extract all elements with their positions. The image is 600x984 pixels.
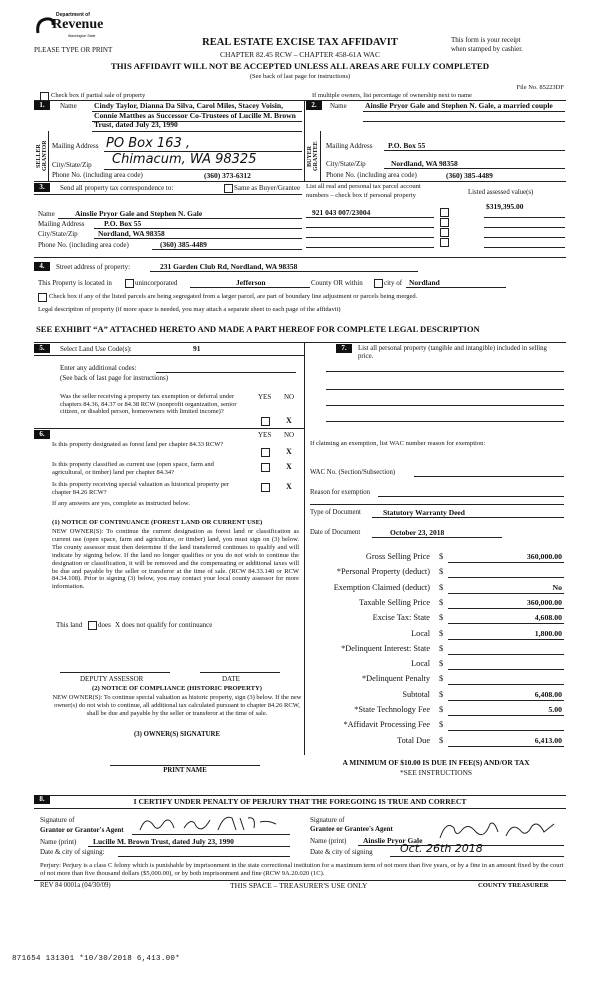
parcel-header-2: numbers – check box if personal property — [306, 192, 416, 199]
tax-row-label: *Delinquent Penalty — [362, 674, 430, 684]
buyer-name-label: Name — [330, 102, 347, 110]
tax-row — [306, 736, 566, 748]
buyer-phone: (360) 385-4489 — [446, 171, 493, 180]
tax-row-label: *Affidavit Processing Fee — [343, 720, 430, 730]
this-land-label: This land — [56, 621, 83, 629]
seller-mailing-label: Mailing Address — [52, 142, 99, 150]
perjury-statement — [40, 862, 566, 878]
yes-header-5: YES — [258, 393, 272, 401]
historic-question: Is this property receiving special valuation as historical property per chapter 84.26 RCW? — [52, 481, 230, 496]
tax-row-underline — [448, 562, 564, 563]
tax-row-label: Taxable Selling Price — [359, 597, 430, 607]
tax-row-underline — [448, 684, 564, 685]
tax-row — [306, 613, 566, 625]
land-use-label: Select Land Use Code(s): — [60, 345, 132, 353]
tax-row-label: Local — [411, 628, 430, 638]
tax-row — [306, 674, 566, 686]
tax-row-label: Local — [411, 659, 430, 669]
does-not-label: X does not qualify for continuance — [115, 621, 213, 629]
tax-row — [306, 583, 566, 595]
city-of-value: Nordland — [409, 278, 440, 287]
receipt-note-1: This form is your receipt — [451, 36, 521, 44]
receipt-line: 871654 131301 *10/30/2018 6,413.00* — [12, 955, 181, 963]
seller-city: Chimacum, WA 98325 — [112, 152, 257, 167]
minimum-fee-note: A MINIMUM OF $10.00 IS DUE IN FEE(S) AND/OR TAX — [342, 758, 530, 767]
tax-row — [306, 567, 566, 579]
same-as-buyer-checkbox[interactable] — [224, 184, 233, 193]
partial-sale-label: Check box if partial sale of property — [51, 92, 146, 99]
segregated-checkbox[interactable] — [38, 293, 47, 302]
file-number: File No. 85223DF — [516, 84, 564, 91]
see-instructions-note: *SEE INSTRUCTIONS — [399, 768, 473, 777]
buyer-phone-label: Phone No. (including area code) — [326, 171, 417, 179]
located-label: This Property is located in — [38, 279, 112, 287]
tax-row-underline — [448, 593, 564, 594]
assessed-value: $319,395.00 — [486, 202, 524, 211]
doc-date-value: October 23, 2018 — [390, 528, 445, 537]
tax-row-label: *Delinquent Interest: State — [341, 643, 430, 653]
no-header-5: NO — [284, 393, 295, 401]
parcel-personal-checkbox-1[interactable] — [440, 208, 449, 217]
date-label-6: DATE — [222, 675, 240, 683]
tax-row — [306, 629, 566, 641]
grantee-sig-label: Signature of — [310, 816, 345, 824]
seller-phone-label: Phone No. (including area code) — [52, 171, 143, 179]
section-7-number: 7. — [336, 344, 352, 353]
correspondence-mailing-label: Mailing Address — [38, 220, 85, 228]
tax-row-value: 4,608.00 — [534, 613, 562, 623]
section-3-number: 3. — [34, 183, 50, 192]
county-treasurer-label: COUNTY TREASURER — [478, 882, 549, 889]
buyer-city: Nordland, WA 98358 — [391, 159, 458, 168]
tax-row — [306, 552, 566, 564]
grantee-signature-scribble-icon — [436, 818, 566, 842]
correspondence-phone-label: Phone No. (including area code) — [38, 241, 129, 249]
reason-label: Reason for exemption — [310, 489, 371, 496]
buyer-city-label: City/State/Zip — [326, 160, 366, 168]
tax-row-underline — [448, 623, 564, 624]
doc-type-label: Type of Document — [310, 509, 361, 516]
perjury-text: Perjury: Perjury is a class C felony which is punishable by imprisonment in the state correctional institution for a maximum term of not more than five years, or by a fine in an amount fixed by the court of not more than five thousand dollars ($5,000.00), or by both imprisonment and fine (RCW 9A.20.020 (1C). — [40, 862, 564, 877]
certify-statement: I CERTIFY UNDER PENALTY OF PERJURY THAT THE FOREGOING IS TRUE AND CORRECT — [133, 797, 467, 806]
county-label: County OR within — [311, 279, 363, 287]
tax-row-value: 360,000.00 — [526, 597, 562, 607]
city-of-checkbox[interactable] — [374, 279, 383, 288]
historic-no-mark: X — [286, 482, 292, 491]
tax-row-underline — [448, 639, 564, 640]
legal-description-label: Legal description of property (if more space is needed, you may attach a separate sheet to each page of the affidavit) — [38, 306, 341, 313]
notice-2-title: (2) NOTICE OF COMPLIANCE (HISTORIC PROPERTY) — [92, 685, 262, 692]
parcel-header-1: List all real and personal tax parcel account — [306, 183, 421, 190]
grantor-name-label: Name (print) — [40, 838, 77, 846]
tax-row-value: 6,413.00 — [534, 735, 562, 745]
current-use-yes-checkbox[interactable] — [261, 463, 270, 472]
tax-row-underline — [448, 715, 564, 716]
grantor-signature — [136, 812, 286, 836]
parcel-personal-checkbox-3[interactable] — [440, 228, 449, 237]
grantee-date-value: Oct. 26th 2018 — [400, 842, 483, 855]
forest-no-mark: X — [286, 447, 292, 456]
tax-row — [306, 690, 566, 702]
correspondence-name-label: Name — [38, 210, 55, 218]
tax-row-dollar: $ — [439, 720, 444, 730]
tax-row-underline — [448, 669, 564, 670]
personal-property-label: List all personal property (tangible and intangible) included in selling price. — [358, 345, 547, 360]
no-header-6: NO — [284, 431, 295, 439]
tax-row-dollar: $ — [439, 613, 444, 623]
additional-codes-label: Enter any additional codes: — [60, 364, 137, 372]
tax-row — [306, 644, 566, 656]
treasurer-use-only: THIS SPACE – TREASURER'S USE ONLY — [230, 881, 368, 890]
section-1-number: 1. — [34, 101, 50, 110]
correspondence-city-label: City/State/Zip — [38, 230, 78, 238]
exemption-yes-checkbox[interactable] — [261, 417, 270, 426]
tax-row-underline — [448, 608, 564, 609]
tax-row-dollar: $ — [439, 567, 444, 577]
buyer-side-label: BUYER GRANTEE — [307, 141, 319, 171]
doc-date-label: Date of Document — [310, 529, 361, 536]
assessed-header: Listed assessed value(s) — [468, 189, 534, 196]
notice-1-title: (1) NOTICE OF CONTINUANCE (FOREST LAND OR CURRENT USE) — [52, 519, 263, 526]
segregated-label: Check box if any of the listed parcels are being segregated from a larger parcel, are part of boundary line adjustment or parcels being merged. — [49, 293, 418, 300]
wac-label: WAC No. (Section/Subsection) — [310, 469, 396, 476]
exemption-no-mark: X — [286, 416, 292, 425]
tax-row-label: Excise Tax: State — [372, 613, 430, 623]
seller-city-label: City/State/Zip — [52, 161, 92, 169]
section-8-number: 8. — [34, 795, 50, 804]
tax-row-dollar: $ — [439, 643, 444, 653]
dept-state: Washington State — [68, 34, 96, 38]
tax-row-dollar: $ — [439, 689, 444, 699]
grantee-name-label: Name (print) — [310, 837, 347, 845]
grantor-sig-label: Signature of — [40, 816, 75, 824]
tax-row-dollar: $ — [439, 597, 444, 607]
tax-row-dollar: $ — [439, 735, 444, 745]
yes-header-6: YES — [258, 431, 272, 439]
exemption-claim-label: If claiming an exemption, list WAC number reason for exemption: — [310, 440, 486, 447]
parcel-personal-checkbox-4[interactable] — [440, 238, 449, 247]
seller-name: Cindy Taylor, Dianna Da Silva, Carol Miles, Stacey Voisin, Connie Matthes as Successor Co-Trustees of Lucille M. Brown Trust, dated July 23, 1990 — [94, 101, 296, 130]
correspondence-city: Nordland, WA 98358 — [98, 229, 165, 238]
grantee-name: Ainslie Pryor Gale — [363, 836, 423, 845]
tax-row-dollar: $ — [439, 705, 444, 714]
multiple-owners-note: If multiple owners, list percentage of ownership next to name — [312, 92, 472, 99]
current-use-question: Is this property classified as current use (open space, farm and agricultural, or timber) land per chapter 84.34? — [52, 461, 214, 476]
dor-logo — [34, 12, 104, 42]
notice-1-body: NEW OWNER(S): To continue the current designation as forest land or classification as current use (open space, farm and agriculture, or timber) land, you must sign on (3) below. The county assessor must then determine if the land transferred continues to qualify and will indicate by signing below. If the land no longer qualifies or you do not wish to continue the designation or classification, it will be removed and the compensating or additional taxes will be due and payable by the seller or transferor at the time of sale. (RCW 84.33.140 or RCW 84.34.108). Prior to signing (3) below, you may contact your local county assessor for more information. — [52, 528, 299, 591]
correspondence-mailing: P.O. Box 55 — [104, 219, 142, 228]
seller-side-label: SELLER GRANTOR — [36, 140, 48, 172]
tax-row-underline — [448, 700, 564, 701]
city-of-label: city of — [384, 279, 403, 287]
doc-type-value: Statutory Warranty Deed — [383, 508, 465, 517]
tax-row-label: *State Technology Fee — [354, 705, 430, 714]
forest-yes-checkbox[interactable] — [261, 448, 270, 457]
tax-row-value: 1,800.00 — [534, 628, 562, 638]
correspondence-phone: (360) 385-4489 — [160, 240, 207, 249]
exemption-question: Was the seller receiving a property tax exemption or deferral under chapters 84.36, 84.37 or 84.38 RCW (nonprofit organization, senior citizen, or disabled person, homeowners with limited income)? — [60, 393, 237, 416]
tax-row-underline — [448, 746, 564, 747]
forest-land-question: Is this property designated as forest land per chapter 84.33 RCW? — [52, 441, 224, 448]
tax-row-label: Gross Selling Price — [365, 552, 430, 561]
tax-row-value: 6,408.00 — [534, 689, 562, 699]
section-4-number: 4. — [34, 262, 50, 271]
same-as-buyer-label: Same as Buyer/Grantee — [234, 184, 301, 192]
form-warning: THIS AFFIDAVIT WILL NOT BE ACCEPTED UNLESS ALL AREAS ARE FULLY COMPLETED — [110, 61, 490, 71]
tax-row-underline — [448, 577, 564, 578]
street-label: Street address of property: — [56, 263, 131, 271]
seller-mailing: PO Box 163 , — [106, 136, 190, 151]
unincorporated-label: unincorporated — [135, 279, 178, 287]
additional-codes-hint: (See back of last page for instructions) — [60, 374, 169, 382]
tax-row — [306, 720, 566, 732]
tax-row — [306, 705, 566, 717]
rev-number: REV 84 0001a (04/30/09) — [40, 882, 111, 889]
see-back: (See back of last page for instructions) — [249, 73, 351, 80]
tax-row-label: Exemption Claimed (deduct) — [333, 582, 430, 592]
form-chapter: CHAPTER 82.45 RCW – CHAPTER 458-61A WAC — [220, 50, 380, 59]
tax-row-label: Subtotal — [402, 689, 430, 699]
does-label: does — [98, 621, 111, 629]
grantor-agent-label: Grantor or Grantor's Agent — [40, 826, 124, 834]
tax-row-value: No — [552, 582, 562, 592]
notice-2-body: NEW OWNER(S): To continue special valuation as historic property, sign (3) below. If the new owner(s) do not wish to continue, all additional tax calculated pursuant to chapter 84.26 RCW, shall be due and payable by the seller or transferor at the time of sale. — [52, 694, 302, 717]
county-value: Jefferson — [236, 278, 266, 287]
correspondence-label: Send all property tax correspondence to: — [60, 184, 174, 192]
tax-row-dollar: $ — [439, 552, 444, 561]
unincorporated-checkbox[interactable] — [125, 279, 134, 288]
current-use-no-mark: X — [286, 462, 292, 471]
print-name-label: PRINT NAME — [163, 767, 207, 774]
please-type: PLEASE TYPE OR PRINT — [34, 46, 113, 54]
grantee-agent-label: Grantee or Grantee's Agent — [310, 825, 393, 833]
tax-row-dollar: $ — [439, 582, 444, 592]
section-5-number: 5. — [34, 344, 50, 353]
tax-row — [306, 659, 566, 671]
tax-row-label: Total Due — [397, 735, 430, 745]
street-address: 231 Garden Club Rd, Nordland, WA 98358 — [160, 262, 298, 271]
seller-name-label: Name — [60, 102, 77, 110]
grantor-date-label: Date & city of signing: — [40, 848, 105, 856]
tax-row-label: *Personal Property (deduct) — [336, 567, 430, 577]
dept-large: Revenue — [52, 17, 104, 32]
tax-row-underline — [448, 730, 564, 731]
tax-row-underline — [448, 654, 564, 655]
section-6-number: 6. — [34, 430, 50, 439]
tax-row — [306, 598, 566, 610]
section-2-number: 2. — [306, 101, 322, 110]
form-title: REAL ESTATE EXCISE TAX AFFIDAVIT — [202, 37, 398, 48]
dept-small: Department of — [56, 12, 90, 18]
tax-row-dollar: $ — [439, 659, 444, 669]
tax-row-dollar: $ — [439, 674, 444, 684]
seller-phone: (360) 373-6312 — [204, 171, 251, 180]
tax-row-value: 360,000.00 — [526, 552, 562, 561]
land-use-code: 91 — [193, 344, 201, 353]
deputy-assessor-label: DEPUTY ASSESSOR — [80, 675, 144, 683]
grantee-signature — [436, 818, 566, 842]
correspondence-name: Ainslie Pryor Gale and Stephen N. Gale — [75, 209, 203, 218]
parcel-number: 921 043 007/23004 — [312, 208, 371, 217]
buyer-mailing: P.O. Box 55 — [388, 141, 426, 150]
owner-signature-label: (3) OWNER(S) SIGNATURE — [134, 731, 220, 738]
grantee-date-label: Date & city of signing — [310, 848, 373, 856]
if-yes-note: If any answers are yes, complete as instructed below. — [52, 500, 190, 507]
buyer-mailing-label: Mailing Address — [326, 142, 373, 150]
tax-row-value: 5.00 — [548, 705, 562, 714]
tax-row-dollar: $ — [439, 628, 444, 638]
buyer-name: Ainslie Pryor Gale and Stephen N. Gale, a married couple — [365, 101, 553, 110]
historic-yes-checkbox[interactable] — [261, 483, 270, 492]
grantor-name: Lucille M. Brown Trust, dated July 23, 1990 — [93, 837, 234, 846]
does-qualify-checkbox[interactable] — [88, 621, 97, 630]
exhibit-text: SEE EXHIBIT “A” ATTACHED HERETO AND MADE A PART HEREOF FOR COMPLETE LEGAL DESCRIPTION — [36, 324, 480, 334]
grantor-signature-scribble-icon — [136, 812, 286, 836]
parcel-personal-checkbox-2[interactable] — [440, 218, 449, 227]
receipt-note-2: when stamped by cashier. — [451, 45, 523, 53]
